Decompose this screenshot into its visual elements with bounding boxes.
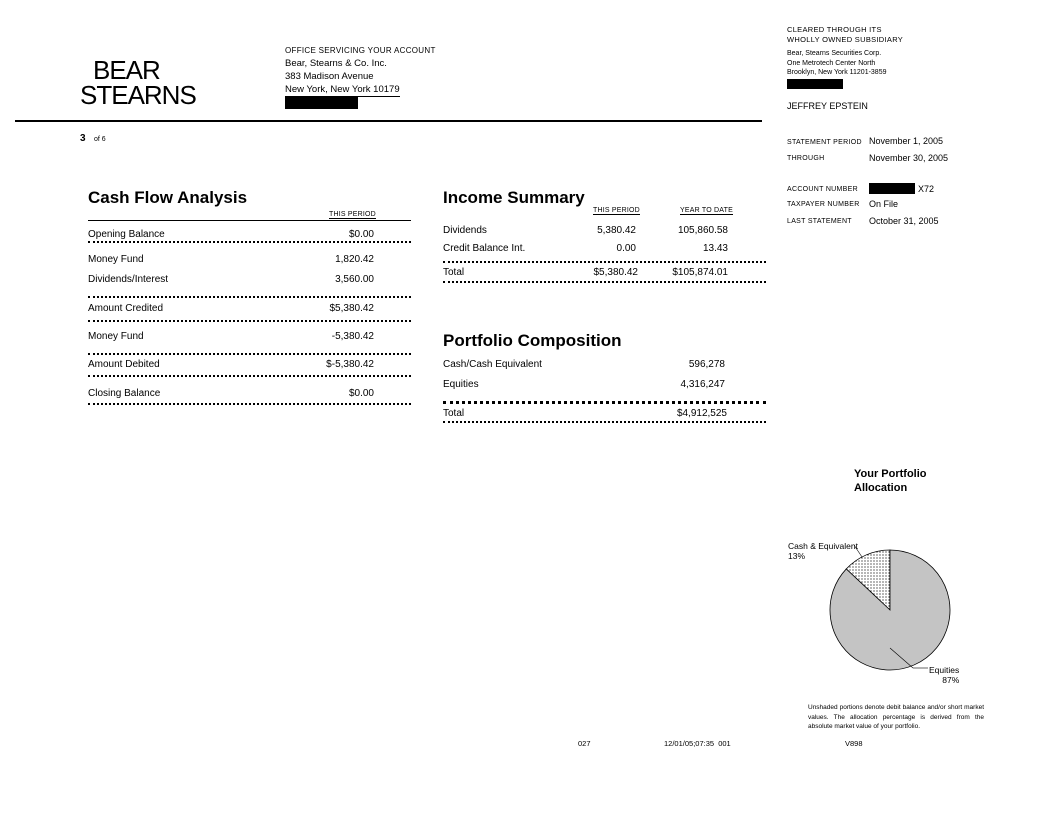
cash-slice-name: Cash & Equivalent [788, 541, 858, 551]
rule [443, 421, 766, 423]
office-name: Bear, Stearns & Co. Inc. [285, 58, 387, 69]
cash-flow-col-header: THIS PERIOD [329, 211, 376, 218]
rule [88, 353, 411, 355]
cash-slice-label [788, 541, 858, 561]
account-number-suffix: X72 [918, 184, 935, 194]
dividends-interest-label: Dividends/Interest [88, 274, 169, 285]
clearing-name: Bear, Stearns Securities Corp. [787, 50, 882, 57]
income-total-ytd: $105,874.01 [672, 267, 728, 278]
redaction-bar [869, 183, 915, 194]
logo-line1: BEAR [93, 55, 160, 85]
last-statement-value: October 31, 2005 [869, 216, 939, 226]
income-col-this-period: THIS PERIOD [593, 207, 640, 214]
allocation-title-line1: Your Portfolio [854, 468, 927, 480]
opening-balance-label: Opening Balance [88, 229, 165, 240]
money-fund-debit-value: -5,380.42 [331, 331, 374, 342]
footer-timestamp: 12/01/05;07:35 001 [664, 739, 731, 748]
closing-balance-label: Closing Balance [88, 388, 161, 399]
portfolio-row-label: Equities [443, 379, 479, 390]
account-number-label: ACCOUNT NUMBER [787, 186, 858, 193]
portfolio-row-value: 4,316,247 [680, 379, 725, 390]
allocation-title [854, 467, 927, 495]
equities-slice-name: Equities [929, 665, 960, 675]
money-fund-label: Money Fund [88, 254, 144, 265]
allocation-footnote: Unshaded portions denote debit balance and/or short market values. The allocation percentage is derived from the absolute market value of your portfolio. [808, 704, 984, 730]
redaction-bar [285, 97, 358, 109]
amount-credited-label: Amount Credited [88, 303, 164, 314]
closing-balance-value: $0.00 [348, 388, 374, 399]
amount-debited-label: Amount Debited [88, 359, 160, 370]
clearing-line1: CLEARED THROUGH ITS [787, 25, 882, 34]
money-fund-debit-label: Money Fund [88, 331, 144, 342]
footer-code-2: V898 [845, 739, 863, 748]
redaction-bar [787, 79, 843, 89]
statement-period-value: November 1, 2005 [869, 136, 944, 146]
portfolio-row-label: Cash/Cash Equivalent [443, 359, 542, 370]
cash-slice-percent: 13% [788, 551, 806, 561]
bear-stearns-logo [80, 55, 196, 110]
office-street: 383 Madison Avenue [285, 71, 374, 82]
portfolio-total-label: Total [443, 408, 465, 419]
clearing-street: One Metrotech Center North [787, 59, 876, 67]
opening-balance-value: $0.00 [348, 229, 374, 240]
rule [88, 241, 411, 243]
page-indicator [80, 128, 106, 146]
rule [443, 401, 766, 404]
office-heading: OFFICE SERVICING YOUR ACCOUNT [285, 46, 436, 55]
logo-line2: STEARNS [80, 80, 196, 110]
income-row-ytd: 105,860.58 [677, 225, 728, 236]
amount-credited-value: $5,380.42 [329, 303, 374, 314]
last-statement-label: LAST STATEMENT [787, 218, 852, 225]
footer-code-1: 027 [578, 739, 591, 748]
money-fund-value: 1,820.42 [335, 254, 374, 265]
portfolio-row-value: 596,278 [688, 359, 725, 370]
income-total-period: $5,380.42 [593, 267, 638, 278]
through-label: THROUGH [787, 155, 825, 162]
equities-slice-percent: 87% [942, 675, 960, 685]
office-address-block [285, 44, 436, 113]
taxpayer-number-label: TAXPAYER NUMBER [787, 201, 860, 208]
equities-slice-label [929, 665, 959, 685]
rule [88, 403, 411, 405]
income-summary-title: Income Summary [443, 188, 585, 207]
client-name: JEFFREY EPSTEIN [787, 101, 868, 111]
cash-flow-title: Cash Flow Analysis [88, 188, 248, 207]
rule [88, 296, 411, 298]
rule [443, 261, 766, 263]
through-value: November 30, 2005 [869, 153, 949, 163]
header-divider [15, 120, 762, 122]
portfolio-total-value: $4,912,525 [676, 408, 727, 419]
income-total-label: Total [443, 267, 465, 278]
clearing-city: Brooklyn, New York 11201-3859 [787, 69, 887, 76]
income-row-period: 0.00 [616, 243, 636, 254]
income-row-label: Credit Balance Int. [443, 243, 526, 254]
amount-debited-value: $-5,380.42 [326, 359, 374, 370]
taxpayer-number-value: On File [869, 199, 899, 209]
income-row-label: Dividends [443, 225, 487, 236]
rule [88, 320, 411, 322]
page-of: of 6 [94, 136, 106, 143]
income-row-ytd: 13.43 [702, 243, 728, 254]
page-number: 3 [80, 133, 86, 144]
allocation-title-line2: Allocation [854, 482, 908, 494]
income-row-period: 5,380.42 [597, 225, 636, 236]
clearing-block [787, 25, 903, 89]
portfolio-composition-title: Portfolio Composition [443, 331, 622, 350]
dividends-interest-value: 3,560.00 [335, 274, 374, 285]
statement-period-label: STATEMENT PERIOD [787, 139, 862, 146]
clearing-line2: WHOLLY OWNED SUBSIDIARY [787, 34, 904, 44]
rule [88, 220, 411, 221]
rule [88, 375, 411, 377]
office-city: New York, New York 10179 [285, 84, 400, 95]
rule [443, 281, 766, 283]
income-col-ytd: YEAR TO DATE [680, 207, 733, 214]
